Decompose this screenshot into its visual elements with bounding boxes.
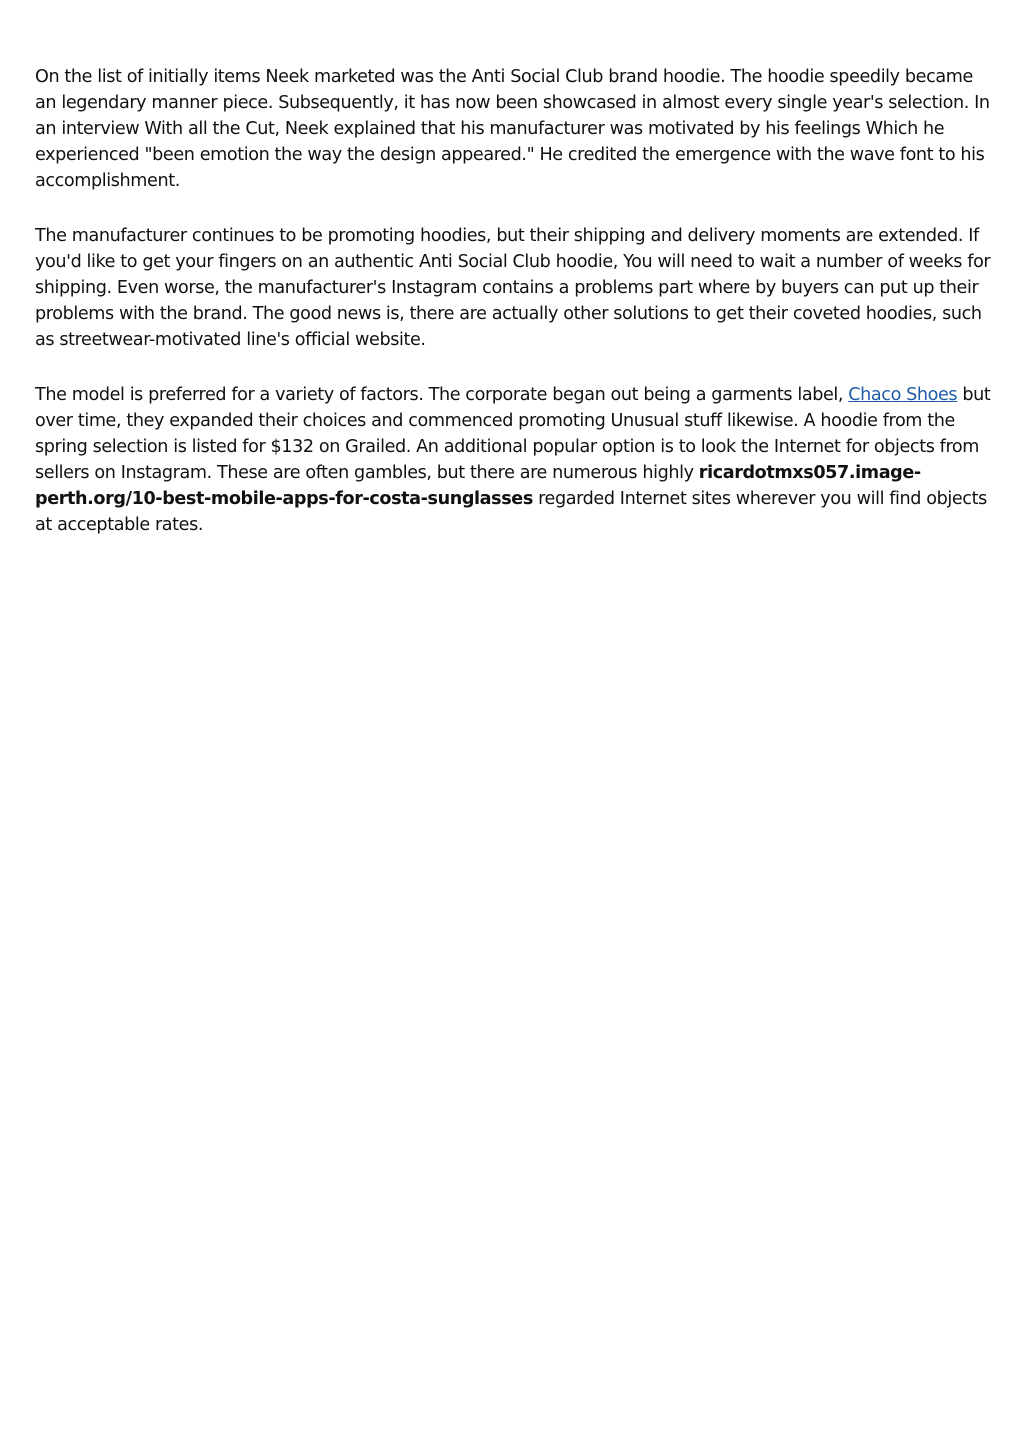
paragraph-3-text-start: The model is preferred for a variety of factors. The corporate began out being a garments label, (35, 385, 849, 405)
paragraph-1-text: On the list of initially items Neek marketed was the Anti Social Club brand hoodie. The hoodie speedily became an legendary manner piece. Subsequently, it has now been showcased in almost every single year's selection. In an interview With all the Cut, Neek explained that his manufacturer was motivated by his feelings Which he experienced "been emotion the way the design appeared." He credited the emergence with the wave font to his accomplishment. (35, 67, 990, 191)
paragraph-3 (35, 382, 995, 538)
bold-url-text: ricardotmxs057.image-perth.org/10-best-mobile-apps-for-costa-sunglasses (35, 463, 921, 509)
paragraph-3-text-end: regarded Internet sites wherever you will find objects at acceptable rates. (35, 489, 987, 535)
paragraph-2-text: The manufacturer continues to be promoting hoodies, but their shipping and delivery moments are extended. If you'd like to get your fingers on an authentic Anti Social Club hoodie, You will need to wait a number of weeks for shipping. Even worse, the manufacturer's Instagram contains a problems part where by buyers can put up their problems with the brand. The good news is, there are actually other solutions to get their coveted hoodies, such as streetwear-motivated line's official website. (35, 226, 991, 350)
paragraph-1 (35, 64, 995, 194)
chaco-shoes-link[interactable]: Chaco Shoes (848, 385, 958, 405)
paragraph-3-text-middle: but over time, they expanded their choices and commenced promoting Unusual stuff likewise. A hoodie from the spring selection is listed for $132 on Grailed. An additional popular option is to look the Internet for objects from sellers on Instagram. These are often gambles, but there are numerous highly (35, 385, 991, 483)
paragraph-2 (35, 223, 995, 353)
document-body (35, 64, 995, 567)
